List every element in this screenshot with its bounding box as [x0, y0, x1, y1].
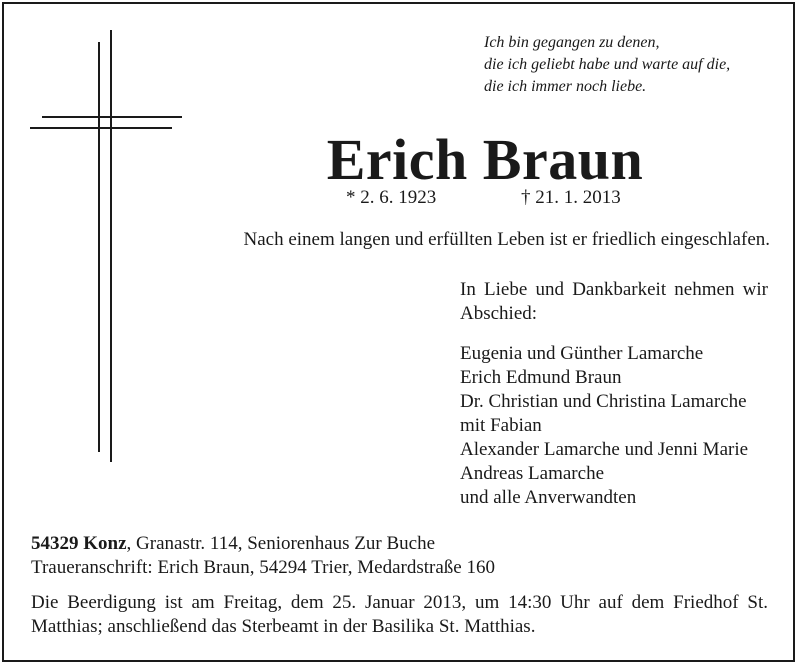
funeral-notice: Die Beerdigung ist am Freitag, dem 25. Januar 2013, um 14:30 Uhr auf dem Friedhof St. Matthias; anschließend das Sterbeamt in der Basilika St. Matthias. — [31, 592, 768, 637]
family-member: Eugenia und Günther Lamarche — [460, 343, 704, 364]
residence-street: , Granastr. 114, Seniorenhaus Zur Buche — [126, 533, 436, 554]
poem-line: die ich immer noch liebe. — [484, 78, 647, 95]
family-block — [460, 278, 768, 510]
death-date: † 21. 1. 2013 — [521, 187, 621, 208]
family-member: und alle Anverwandten — [460, 487, 637, 508]
poem-line: Ich bin gegangen zu denen, — [484, 34, 660, 51]
residence-line — [31, 532, 495, 556]
poem-line: die ich geliebt habe und warte auf die, — [484, 56, 731, 73]
family-member: mit Fabian — [460, 415, 542, 436]
deceased-name: Erich Braun — [326, 127, 644, 192]
poem-verse — [484, 32, 784, 98]
family-member: Andreas Lamarche — [460, 463, 605, 484]
family-member: Alexander Lamarche und Jenni Marie — [460, 439, 749, 460]
family-member: Dr. Christian und Christina Lamarche — [460, 391, 747, 412]
address-block — [31, 532, 495, 580]
mourning-address: Traueranschrift: Erich Braun, 54294 Trier, Medardstraße 160 — [31, 557, 495, 578]
memorial-sentence: Nach einem langen und erfüllten Leben ist er friedlich eingeschlafen. — [243, 229, 770, 250]
birth-date: * 2. 6. 1923 — [346, 187, 437, 208]
family-member: Erich Edmund Braun — [460, 367, 622, 388]
farewell-intro: In Liebe und Dankbarkeit nehmen wir Abschied: — [460, 279, 768, 324]
residence-city: 54329 Konz — [31, 533, 127, 554]
